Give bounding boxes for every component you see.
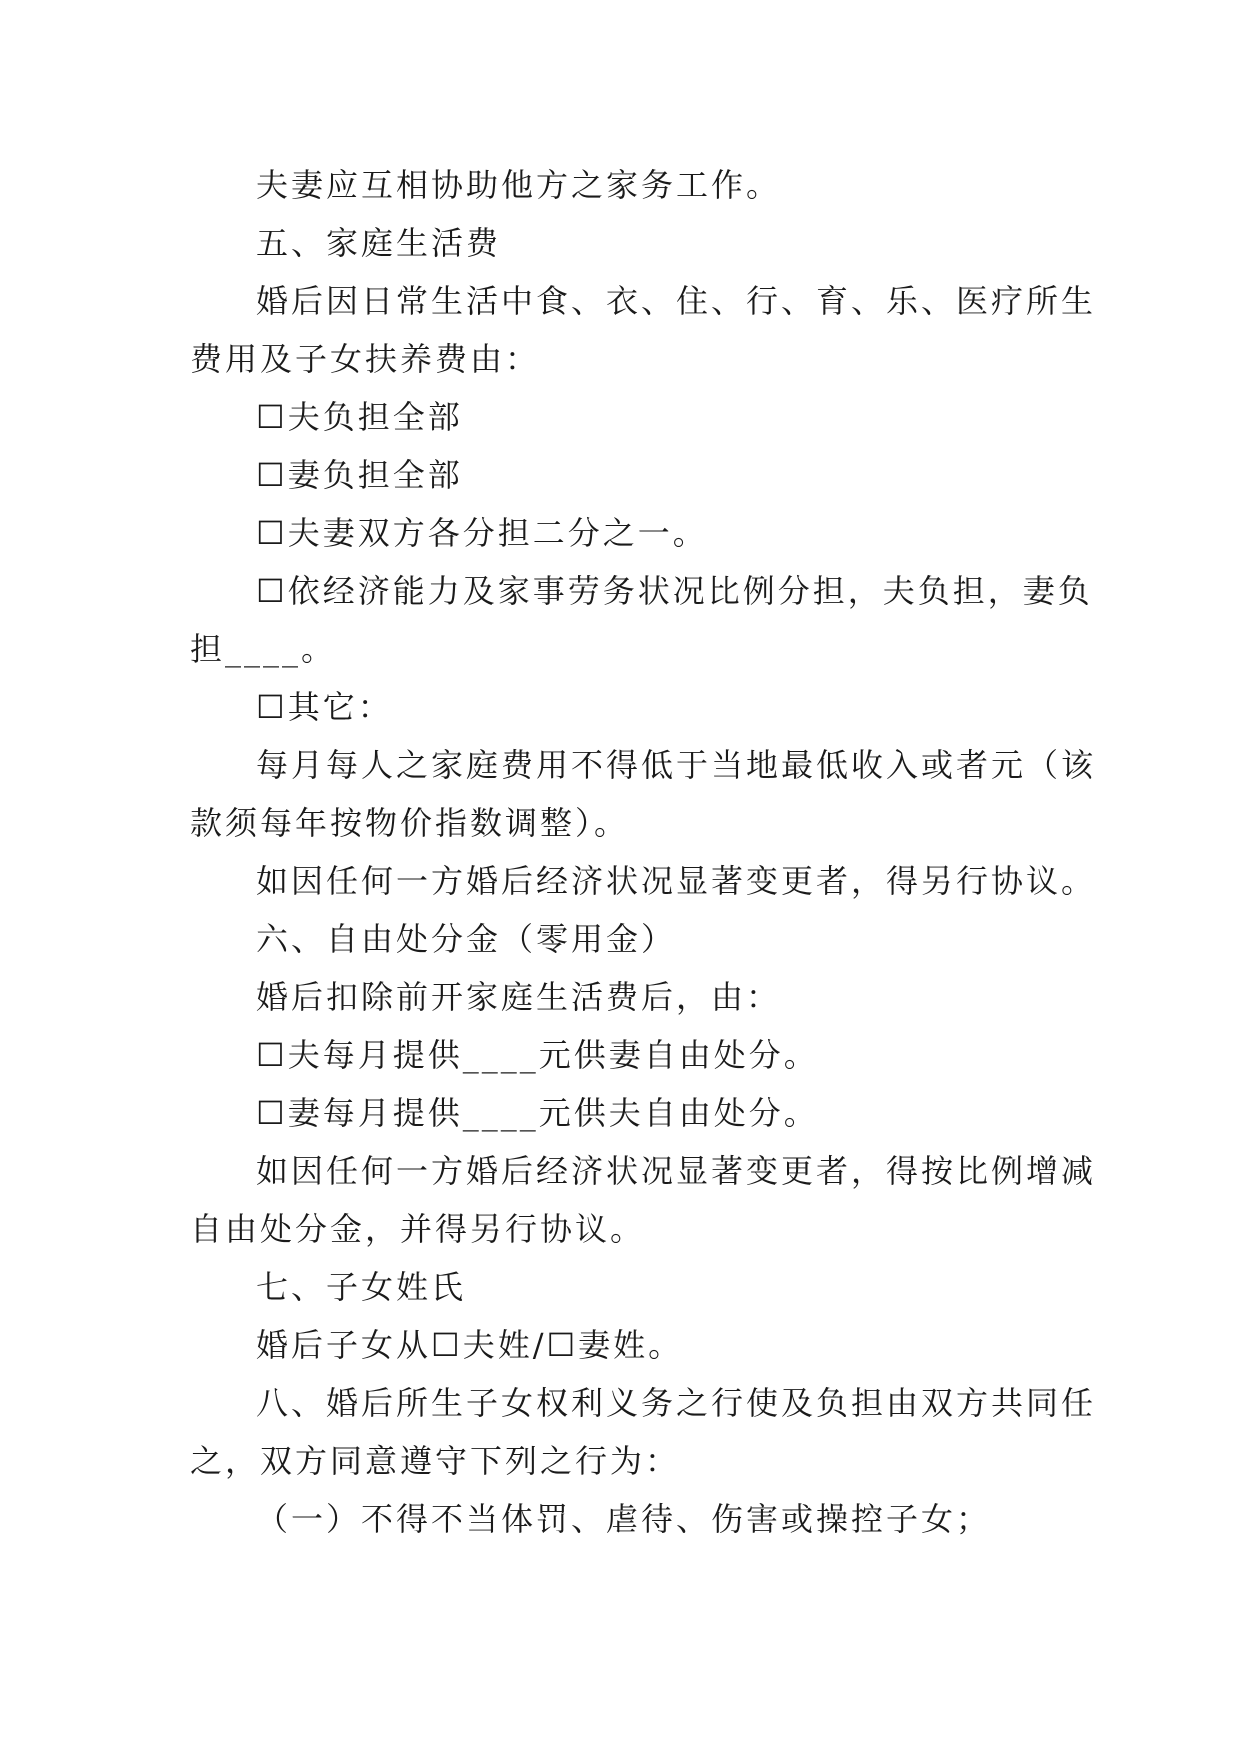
- paragraph-line: 担____。: [190, 630, 337, 668]
- paragraph-line: 如因任何一方婚后经济状况显著变更者，得按比例增减: [256, 1152, 1097, 1190]
- checkbox-option-line: ☐妻每月提供____元供夫自由处分。: [256, 1094, 819, 1132]
- section-heading-5: 五、家庭生活费: [256, 224, 502, 262]
- section-heading-8: 八、婚后所生子女权利义务之行使及负担由双方共同任: [256, 1384, 1097, 1422]
- section-heading-6: 六、自由处分金（零用金）: [256, 920, 677, 958]
- paragraph-line: 婚后因日常生活中食、衣、住、行、育、乐、医疗所生: [256, 282, 1097, 320]
- checkbox-option-line: ☐夫妻双方各分担二分之一。: [256, 514, 708, 552]
- list-item-1: （一）不得不当体罚、虐待、伤害或操控子女；: [256, 1500, 992, 1538]
- paragraph-line: 每月每人之家庭费用不得低于当地最低收入或者元（该: [256, 746, 1097, 784]
- section-heading-7: 七、子女姓氏: [256, 1268, 467, 1306]
- paragraph-line: 费用及子女扶养费由：: [190, 340, 541, 378]
- checkbox-option-line: ☐夫负担全部: [256, 398, 463, 436]
- paragraph-line: 款须每年按物价指数调整）。: [190, 804, 630, 842]
- paragraph-line: 之，双方同意遵守下列之行为：: [190, 1442, 681, 1480]
- document-body: [190, 156, 1097, 1548]
- paragraph-line: 如因任何一方婚后经济状况显著变更者，得另行协议。: [256, 862, 1097, 900]
- paragraph-line: 夫妻应互相协助他方之家务工作。: [256, 166, 782, 204]
- checkbox-option-line: ☐其它：: [256, 688, 393, 726]
- checkbox-option-line: ☐妻负担全部: [256, 456, 463, 494]
- paragraph-line: 婚后扣除前开家庭生活费后，由：: [256, 978, 782, 1016]
- checkbox-option-line: ☐依经济能力及家事劳务状况比例分担，夫负担，妻负: [256, 572, 1093, 610]
- paragraph-line: 自由处分金，并得另行协议。: [190, 1210, 646, 1248]
- paragraph-line: 婚后子女从☐夫姓/☐妻姓。: [256, 1326, 684, 1364]
- checkbox-option-line: ☐夫每月提供____元供妻自由处分。: [256, 1036, 819, 1074]
